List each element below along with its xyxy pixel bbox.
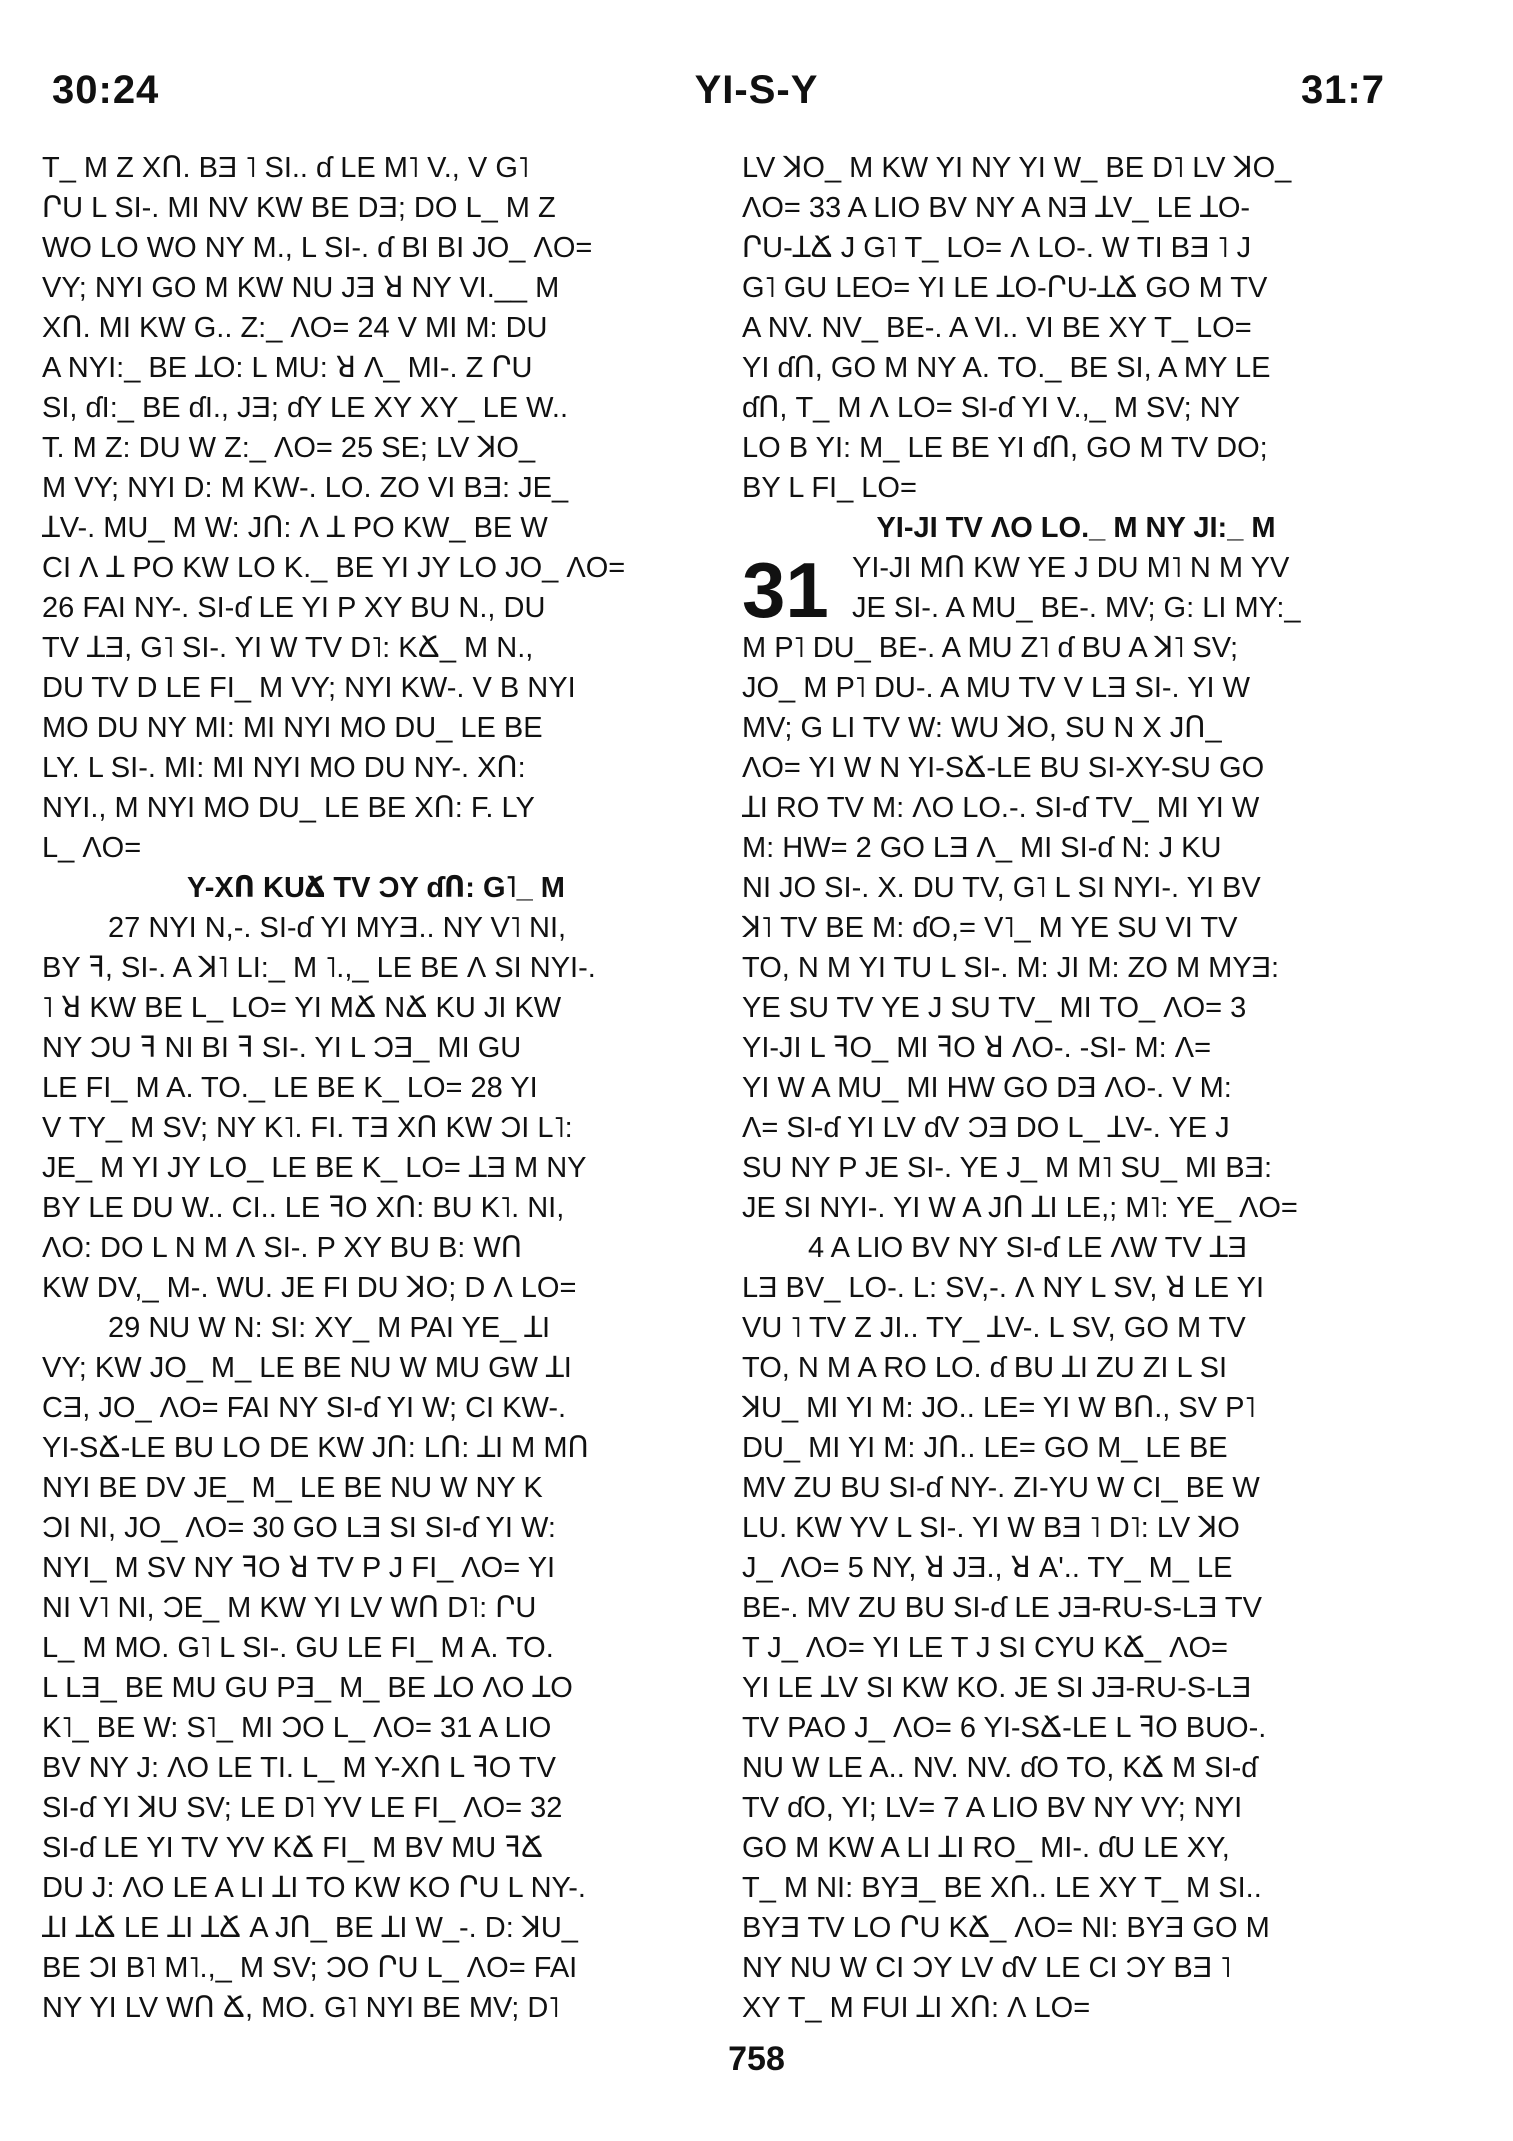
text-line: JE_ M YI JY LO_ LE BE K_ LO= ꓕƎ M NY <box>42 1152 587 1184</box>
text-line: BE-. MV ZU BU SI-ɗ LE JƎ-RU-S-LƎ TV <box>742 1592 1262 1624</box>
text-line: L LƎ_ BE MU GU PƎ_ M_ BE ꓕO ɅO ꓕO <box>42 1672 573 1704</box>
text-line: ꓕV-. MU_ M W: JՈ: Ʌ ꓕ PO KW_ BE W <box>42 512 548 544</box>
text-line: YE SU TV YE J SU TV_ MI TO_ ɅO= 3 <box>742 992 1247 1024</box>
running-header-left: 30:24 <box>52 68 160 112</box>
text-line: L_ ɅO= <box>42 832 142 864</box>
text-line: A NV. NV_ BE-. A VI.. VI BE XY T_ LO= <box>742 312 1252 344</box>
text-line: ꓕI RO TV M: ɅO LO.-. SI-ɗ TV_ MI YI W <box>742 792 1260 824</box>
text-line: NY YI LV WՈ Ճ, MO. G˥ NYI BE MV; D˥ <box>42 1992 560 2024</box>
text-line: LY. L SI-. MI: MI NYI MO DU NY-. XՈ: <box>42 752 526 784</box>
text-line: ՐU L SI-. MI NV KW BE DƎ; DO L_ M Z <box>42 192 556 224</box>
text-line: Ʌ= SI-ɗ YI LV ɗV ƆƎ DO L_ ꓕV-. YE J <box>742 1112 1230 1144</box>
text-line: M P˥ DU_ BE-. A MU Z˥ ɗ BU A ꓘ˥ SV; <box>742 632 1239 664</box>
text-line: BY LE DU W.. CI.. LE ꟻO XՈ: BU K˥. NI, <box>42 1192 565 1224</box>
chapter-start <box>742 546 1410 634</box>
text-line: LƎ BV_ LO-. L: SV,-. Ʌ NY L SV, ꓤ LE YI <box>742 1272 1265 1304</box>
text-line: KW DV,_ M-. WU. JE FI DU ꓘO; D Ʌ LO= <box>42 1272 577 1304</box>
text-line: ɅO: DO L N M Ʌ SI-. P XY BU B: WՈ <box>42 1232 523 1264</box>
text-line: ɅO= YI W N YI-SՃ-LE BU SI-XY-SU GO <box>742 752 1265 784</box>
text-line: NY ƆU ꟻ NI BI ꟻ SI-. YI L ƆƎ_ MI GU <box>42 1032 522 1064</box>
text-line: LE FI_ M A. TO._ LE BE K_ LO= 28 YI <box>42 1072 538 1104</box>
text-line: NU W LE A.. NV. NV. ɗO TO, KՃ M SI-ɗ <box>742 1752 1258 1784</box>
text-line: LO B YI: M_ LE BE YI ɗՈ, GO M TV DO; <box>742 432 1268 464</box>
text-line: NYI BE DV JE_ M_ LE BE NU W NY K <box>42 1472 543 1504</box>
text-line: YI LE ꓕV SI KW KO. JE SI JƎ-RU-S-LƎ <box>742 1672 1252 1704</box>
text-line: SU NY P JE SI-. YE J_ M M˥ SU_ MI BƎ: <box>742 1152 1273 1184</box>
text-line: JO_ M P˥ DU-. A MU TV V LƎ SI-. YI W <box>742 672 1250 704</box>
text-line: YI ɗՈ, GO M NY A. TO._ BE SI, A MY LE <box>742 352 1271 384</box>
text-line: T J_ ɅO= YI LE T J SI CYU KՃ_ ɅO= <box>742 1632 1228 1664</box>
text-line: CƎ, JO_ ɅO= FAI NY SI-ɗ YI W; CI KW-. <box>42 1392 567 1424</box>
text-line: T_ M Z XՈ. BƎ ˥ SI.. ɗ LE M˥ V., V G˥ <box>42 152 529 184</box>
text-line: TV ꓕƎ, G˥ SI-. YI W TV D˥: KՃ_ M N., <box>42 632 534 664</box>
text-line: YI-JI MՈ KW YE J DU M˥ N M YV <box>852 552 1290 584</box>
text-line: SI, ɗI:_ BE ɗI., JƎ; ɗY LE XY XY_ LE W.. <box>42 392 569 424</box>
text-line: 4 A LIO BV NY SI-ɗ LE ɅW TV ꓕƎ <box>808 1232 1247 1264</box>
text-line: T_ M NI: BYƎ_ BE XՈ.. LE XY T_ M SI.. <box>742 1872 1262 1904</box>
text-line: JE SI NYI-. YI W A JՈ ꓕI LE,; M˥: YE_ ɅO= <box>742 1192 1298 1224</box>
running-header-title: YI-S-Y <box>694 68 819 112</box>
section-heading: YI-JI TV ɅO LO._ M NY JI:_ M <box>876 512 1276 544</box>
left-column <box>42 148 710 2028</box>
text-line: TO, N M A RO LO. ɗ BU ꓕI ZU ZI L SI <box>742 1352 1228 1384</box>
text-line: 27 NYI N,-. SI-ɗ YI MYƎ.. NY V˥ NI, <box>108 912 567 944</box>
text-line: DU J: ɅO LE A LI ꓕI TO KW KO ՐU L NY-. <box>42 1872 586 1904</box>
text-line: G˥ GU LEO= YI LE ꓕO-ՐU-ꓕՃ GO M TV <box>742 272 1268 304</box>
text-line: BYƎ TV LO ՐU KՃ_ ɅO= NI: BYƎ GO M <box>742 1912 1270 1944</box>
text-line: K˥_ BE W: S˥_ MI ƆO L_ ɅO= 31 A LIO <box>42 1712 552 1744</box>
text-line: DU TV D LE FI_ M VY; NYI KW-. V B NYI <box>42 672 576 704</box>
text-line: ꓕI ꓕՃ LE ꓕI ꓕՃ A JՈ_ BE ꓕI W_-. D: ꓘU_ <box>42 1912 578 1944</box>
text-line: BE ƆI B˥ M˥.,_ M SV; ƆO ՐU L_ ɅO= FAI <box>42 1952 578 1984</box>
text-line: SI-ɗ YI ꓘU SV; LE D˥ YV LE FI_ ɅO= 32 <box>42 1792 563 1824</box>
text-line: TV PAO J_ ɅO= 6 YI-SՃ-LE L ꟻO BUO-. <box>742 1712 1267 1744</box>
text-line: YI-JI L ꟻO_ MI ꟻO ꓤ ɅO-. -SI- M: Ʌ= <box>742 1032 1212 1064</box>
text-line: ˥ ꓤ KW BE L_ LO= YI MՃ NՃ KU JI KW <box>42 992 562 1024</box>
text-line: T. M Z: DU W Z:_ ɅO= 25 SE; LV ꓘO_ <box>42 432 536 464</box>
text-line: M: HW= 2 GO LƎ Ʌ_ MI SI-ɗ N: J KU <box>742 832 1222 864</box>
chapter-number: 31 <box>742 546 829 634</box>
text-line: ƆI NI, JO_ ɅO= 30 GO LƎ SI SI-ɗ YI W: <box>42 1512 556 1544</box>
text-line: WO LO WO NY M., L SI-. ɗ BI BI JO_ ɅO= <box>42 232 593 264</box>
text-line: A NYI:_ BE ꓕO: L MU: ꓤ Ʌ_ MI-. Z ՐU <box>42 352 533 384</box>
text-line: V TY_ M SV; NY K˥. FI. TƎ XՈ KW ƆI L˥: <box>42 1112 573 1144</box>
text-line: TO, N M YI TU L SI-. M: JI M: ZO M MYƎ: <box>742 952 1280 984</box>
text-line: DU_ MI YI M: JՈ.. LE= GO M_ LE BE <box>742 1432 1228 1464</box>
text-line: NYI_ M SV NY ꟻO ꓤ TV P J FI_ ɅO= YI <box>42 1552 556 1584</box>
page-number: 758 <box>728 2040 785 2078</box>
text-line: J_ ɅO= 5 NY, ꓤ JƎ., ꓤ A'.. TY_ M_ LE <box>742 1552 1233 1584</box>
text-line: NI JO SI-. X. DU TV, G˥ L SI NYI-. YI BV <box>742 872 1261 904</box>
text-line: L_ M MO. G˥ L SI-. GU LE FI_ M A. TO. <box>42 1632 554 1664</box>
text-line: BV NY J: ɅO LE TI. L_ M Y-XՈ L ꟻO TV <box>42 1752 556 1784</box>
text-line: LV ꓘO_ M KW YI NY YI W_ BE D˥ LV ꓘO_ <box>742 152 1292 184</box>
text-line: NYI., M NYI MO DU_ LE BE XՈ: F. LY <box>42 792 535 824</box>
text-line: ՐU-ꓕՃ J G˥ T_ LO= Ʌ LO-. W TI BƎ ˥ J <box>742 232 1252 264</box>
text-line: MV ZU BU SI-ɗ NY-. ZI-YU W CI_ BE W <box>742 1472 1260 1504</box>
text-line: ɅO= 33 A LIO BV NY A NƎ ꓕV_ LE ꓕO- <box>742 192 1251 224</box>
section-heading: Y-XՈ KUՃ TV ƆY ɗՈ: G˥_ M <box>187 872 565 904</box>
text-line: ꓘU_ MI YI M: JO.. LE= YI W BՈ., SV P˥ <box>742 1392 1256 1424</box>
text-line: JE SI-. A MU_ BE-. MV; G: LI MY:_ <box>852 592 1301 624</box>
text-line: MV; G LI TV W: WU ꓘO, SU N X JՈ_ <box>742 712 1222 744</box>
text-line: NY NU W CI ƆY LV ɗV LE CI ƆY BƎ ˥ <box>742 1952 1232 1984</box>
text-line: SI-ɗ LE YI TV YV KՃ FI_ M BV MU ꟻՃ <box>42 1832 544 1864</box>
text-line: YI W A MU_ MI HW GO DƎ ɅO-. V M: <box>742 1072 1232 1104</box>
text-line: VY; KW JO_ M_ LE BE NU W MU GW ꓕI <box>42 1352 572 1384</box>
text-line: NI V˥ NI, ƆE_ M KW YI LV WՈ D˥: ՐU <box>42 1592 537 1624</box>
text-line: TV ɗO, YI; LV= 7 A LIO BV NY VY; NYI <box>742 1792 1243 1824</box>
text-line: ɗՈ, T_ M Ʌ LO= SI-ɗ YI V.,_ M SV; NY <box>742 392 1241 424</box>
text-line: 29 NU W N: SI: XY_ M PAI YE_ ꓕI <box>108 1312 551 1344</box>
text-line: GO M KW A LI ꓕI RO_ MI-. ɗU LE XY, <box>742 1832 1230 1864</box>
right-column-body-text <box>742 628 1410 2028</box>
text-line: 26 FAI NY-. SI-ɗ LE YI P XY BU N., DU <box>42 592 546 624</box>
running-header-right: 31:7 <box>1300 68 1385 112</box>
text-line: YI-SՃ-LE BU LO DE KW JՈ: LՈ: ꓕI M MՈ <box>42 1432 589 1464</box>
text-line: VY; NYI GO M KW NU JƎ ꓤ NY VI.__ M <box>42 272 560 304</box>
text-line: XՈ. MI KW G.. Z:_ ɅO= 24 V MI M: DU <box>42 312 548 344</box>
right-column-top-text <box>742 148 1410 548</box>
text-line: LU. KW YV L SI-. YI W BƎ ˥ D˥: LV ꓘO <box>742 1512 1240 1544</box>
right-column <box>742 148 1410 2028</box>
text-line: MO DU NY MI: MI NYI MO DU_ LE BE <box>42 712 543 744</box>
text-line: CI Ʌ ꓕ PO KW LO K._ BE YI JY LO JO_ ɅO= <box>42 552 626 584</box>
text-line: ꓘ˥ TV BE M: ɗO,= V˥_ M YE SU VI TV <box>742 912 1238 944</box>
text-line: BY L FI_ LO= <box>742 472 917 504</box>
text-line: M VY; NYI D: M KW-. LO. ZO VI BƎ: JE_ <box>42 472 569 504</box>
text-line: XY T_ M FUI ꓕI XՈ: Ʌ LO= <box>742 1992 1091 2024</box>
text-line: BY ꟻ, SI-. A ꓘ˥ LI:_ M ˥.,_ LE BE Ʌ SI NYI-. <box>42 952 596 984</box>
text-line: VU ˥ TV Z JI.. TY_ ꓕV-. L SV, GO M TV <box>742 1312 1246 1344</box>
